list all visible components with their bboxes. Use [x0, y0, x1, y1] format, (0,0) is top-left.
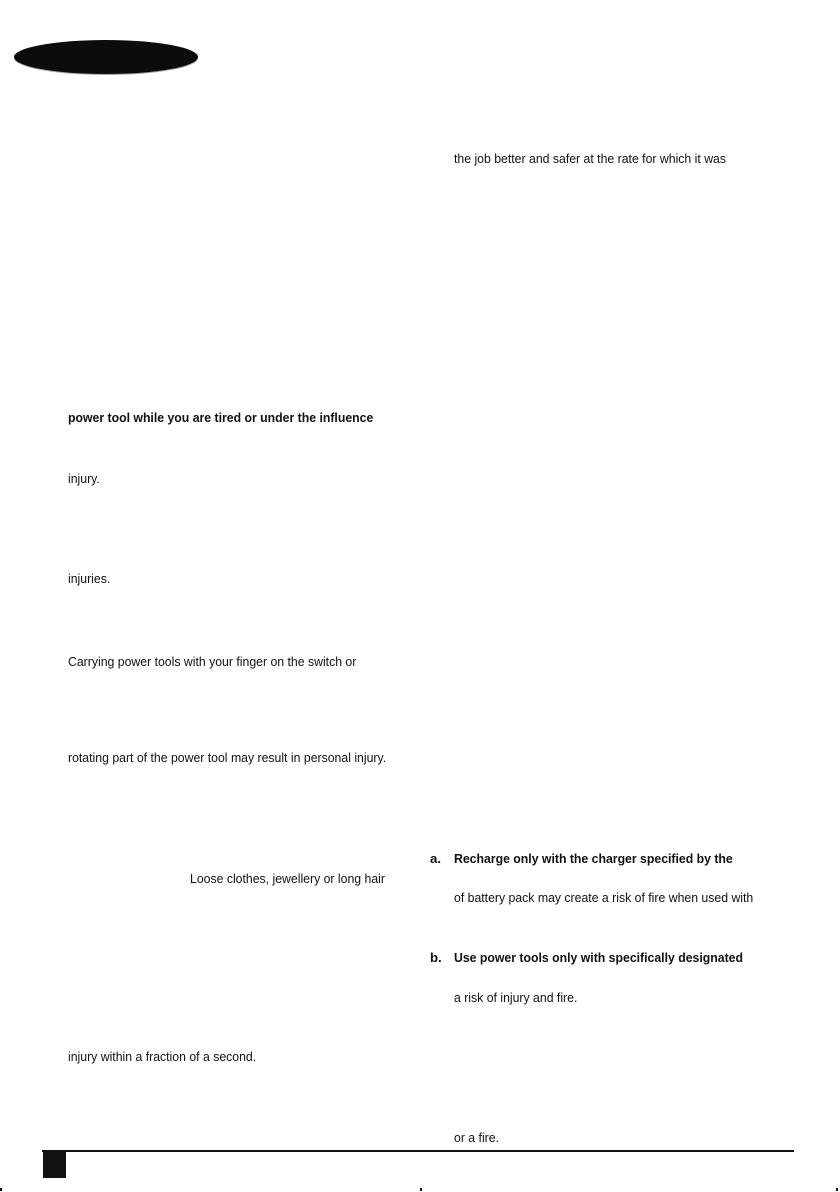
left-text-line-1: power tool while you are tired or under the influence: [68, 410, 374, 425]
right-text-line-1: the job better and safer at the rate for which it was: [454, 151, 727, 166]
bottom-mark-left: [0, 1188, 2, 1191]
list-item-b-text-2: a risk of injury and fire.: [454, 990, 578, 1005]
left-text-line-6: Loose clothes, jewellery or long hair: [190, 871, 385, 886]
list-item-b-label: b.: [430, 950, 442, 965]
list-item-b-text-1: Use power tools only with specifically designated: [454, 950, 743, 965]
left-text-line-3: injuries.: [68, 571, 111, 586]
list-item-a-label: a.: [430, 851, 441, 866]
left-text-line-7: injury within a fraction of a second.: [68, 1049, 257, 1064]
bottom-mark-center: [420, 1188, 422, 1191]
left-text-line-2: injury.: [68, 471, 100, 486]
page-number-box: [43, 1151, 66, 1178]
left-text-line-5: rotating part of the power tool may result in personal injury.: [68, 750, 387, 765]
left-text-line-4: Carrying power tools with your finger on the switch or: [68, 654, 357, 669]
language-tab: [14, 40, 198, 74]
footer-rule: [42, 1150, 794, 1152]
list-item-a-text-2: of battery pack may create a risk of fire when used with: [454, 890, 754, 905]
list-item-a-text-1: Recharge only with the charger specified by the: [454, 851, 733, 866]
bottom-mark-right: [836, 1188, 838, 1191]
right-text-line-last: or a fire.: [454, 1130, 499, 1145]
